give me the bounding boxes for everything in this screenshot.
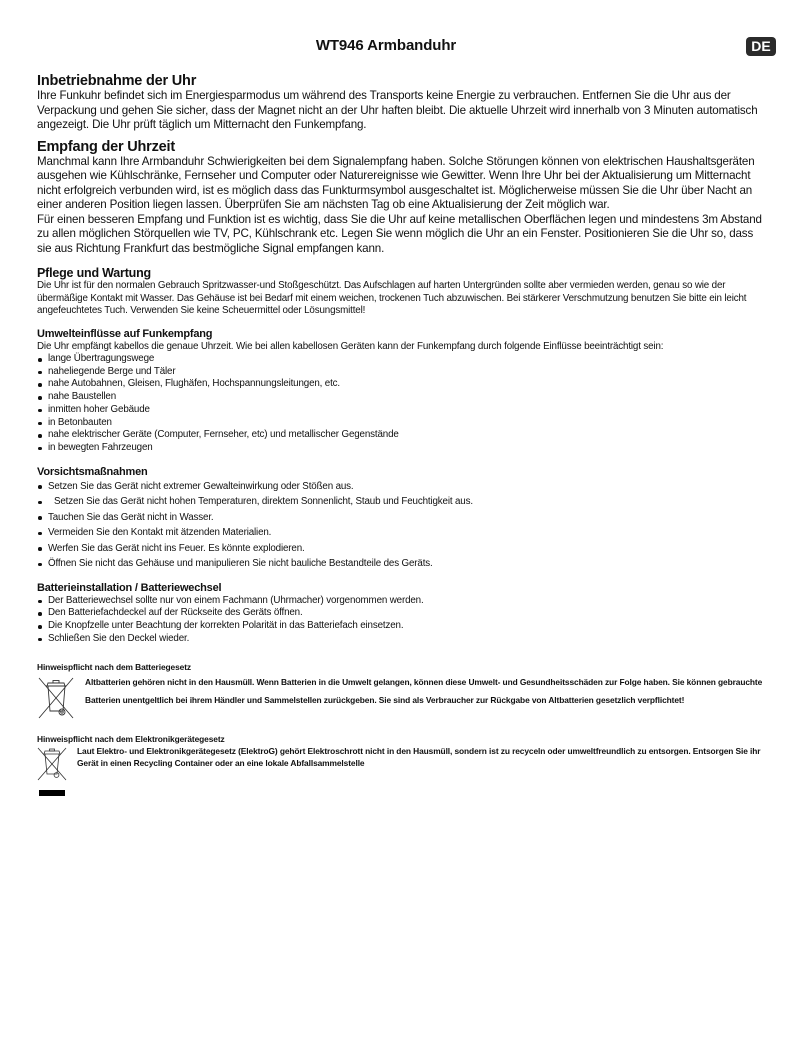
section-precautions (37, 466, 767, 572)
section-intro: Die Uhr empfängt kabellos die genaue Uhrzeit. Wie bei allen kabellosen Geräten kann der Funkempfang durch folgende Einflüsse beeinträchtigt sein: (37, 340, 664, 352)
crossed-out-wheelie-bin-weee-icon (37, 746, 67, 802)
section-heading: Umwelteinflüsse auf Funkempfang (37, 327, 213, 340)
section-heading: Batterieinstallation / Batteriewechsel (37, 581, 222, 594)
notice-title: Hinweispflicht nach dem Elektronikgerätegesetz (37, 734, 225, 745)
section-paragraph: Manchmal kann Ihre Armbanduhr Schwierigkeiten bei dem Signalempfang haben. Solche Störungen können von elektrischen Haushaltsgeräten ausgehen wie Kühlschränke, Fernseher und Computer oder Naturereignisse wie Gewitter. Wenn Ihre Uhr bei der Aktualisierung um Mitternacht nicht erfolgreich verbunden wird, ist es möglich dass das Funkturmsymbol ausgeschaltet ist. Möglicherweise müssen Sie die Uhr über Nacht an einer anderen Position liegen lassen. Überprüfen Sie am nächsten Tag ob eine Aktualisierung der Zeit möglich war. (37, 154, 755, 211)
list-item: inmitten hoher Gebäude (37, 404, 767, 417)
list-item (37, 494, 767, 510)
list-item: in bewegten Fahrzeugen (37, 442, 767, 455)
list-item: Tauchen Sie das Gerät nicht in Wasser. (37, 510, 767, 526)
section-heading: Pflege und Wartung (37, 266, 151, 280)
section-heading: Empfang der Uhrzeit (37, 138, 175, 155)
notice-text: Laut Elektro- und Elektronikgerätegesetz (ElektroG) gehört Elektroschrott nicht in den Hausmüll, sondern ist zu recyceln oder umweltfreundlich zu entsorgen. Entsorgen Sie ihr Gerät in einen Recycling Container oder an eine lokale Abfallsammelstelle (77, 746, 761, 769)
precautions-list (37, 479, 767, 572)
section-paragraph: Die Uhr ist für den normalen Gebrauch Spritzwasser-und Stoßgeschützt. Das Aufschlagen auf harten Untergründen sollte aber vermieden werden, genau so wie der übermäßige Kontakt mit Wasser. Das Gehäuse ist bei Bedarf mit einem weichen, trockenen Tuch abzuwischen. Bei stärkerer Verschmutzung benutzen Sie bitte ein leicht angefeuchtetes Tuch. Verwenden Sie keine Scheuermittel oder Lösungsmittel! (37, 280, 747, 316)
section-paragraph: Für einen besseren Empfang und Funktion ist es wichtig, dass Sie die Uhr auf keine metallischen Oberflächen legen und mindestens 3m Abstand zu allen möglichen Störquellen wie TV, PC, Kühlschrank etc. Legen Sie wenn möglich die Uhr an ein Fenster. Positionieren Sie die Uhr so, dass sie aus Richtung Frankfurt das bestmögliche Signal empfangen kann. (37, 212, 762, 255)
crossed-out-wheelie-bin-battery-icon (37, 676, 75, 720)
notice-title: Hinweispflicht nach dem Batteriegesetz (37, 662, 191, 673)
list-item: nahe Baustellen (37, 391, 767, 404)
section-heading: Inbetriebnahme der Uhr (37, 73, 197, 89)
document-title: WT946 Armbanduhr (315, 37, 457, 54)
list-item: in Betonbauten (37, 417, 767, 430)
section-environment (37, 328, 767, 455)
list-item: nahe elektrischer Geräte (Computer, Fernseher, etc) und metallischer Gegenstände (37, 429, 767, 442)
list-item: Vermeiden Sie den Kontakt mit ätzenden Materialien. (37, 525, 767, 541)
notice-row (37, 673, 767, 720)
document-body (37, 73, 767, 802)
list-item-text: Setzen Sie das Gerät nicht hohen Temperaturen, direktem Sonnenlicht, Staub und Feuchtigkeit aus. (54, 496, 473, 508)
notice-electronics-law (37, 734, 767, 802)
list-item: Schließen Sie den Deckel wieder. (37, 633, 767, 646)
list-item: Setzen Sie das Gerät nicht extremer Gewalteinwirkung oder Stößen aus. (37, 479, 767, 495)
battery-list (37, 595, 767, 646)
notice-text: Altbatterien gehören nicht in den Hausmüll. Wenn Batterien in die Umwelt gelangen, können diese Umwelt- und Gesundheitsschäden zur Folge haben. Sie können gebrauchte Batterien unentgeltlich bei ihrem Händler und Sammelstellen zurückgeben. Sie sind als Verbraucher zur Rückgabe von Altbatterien gesetzlich verpflichtet! (85, 677, 763, 706)
list-item: naheliegende Berge und Täler (37, 366, 767, 379)
section-battery (37, 582, 767, 646)
section-paragraph: Ihre Funkuhr befindet sich im Energiesparmodus um während des Transports keine Energie zu verbrauchen. Entfernen Sie die Uhr aus der Verpackung und gehen Sie sicher, dass der Magnet nicht an der Uhr haften bleibt. Die aktuelle Uhrzeit wird innerhalb von 3 Minuten automatisch angezeigt. Die Uhr prüft täglich um Mitternacht den Funkempfang. (37, 89, 758, 131)
list-item: Öffnen Sie nicht das Gehäuse und manipulieren Sie nicht bauliche Bestandteile des Geräts. (37, 556, 767, 572)
environment-list (37, 353, 767, 455)
notice-battery-law (37, 662, 767, 720)
notice-row (37, 745, 767, 802)
list-item: Den Batteriefachdeckel auf der Rückseite des Geräts öffnen. (37, 607, 767, 620)
list-item: Die Knopfzelle unter Beachtung der korrekten Polarität in das Batteriefach einsetzen. (37, 620, 767, 633)
list-item: Werfen Sie das Gerät nicht ins Feuer. Es könnte explodieren. (37, 541, 767, 557)
section-heading: Vorsichtsmaßnahmen (37, 465, 148, 478)
list-item: lange Übertragungswege (37, 353, 767, 366)
section-setup (37, 73, 767, 133)
section-care (37, 266, 767, 318)
section-reception (37, 139, 767, 257)
list-item: nahe Autobahnen, Gleisen, Flughäfen, Hochspannungsleitungen, etc. (37, 378, 767, 391)
language-badge: DE (746, 37, 776, 56)
list-item: Der Batteriewechsel sollte nur von einem Fachmann (Uhrmacher) vorgenommen werden. (37, 595, 767, 608)
